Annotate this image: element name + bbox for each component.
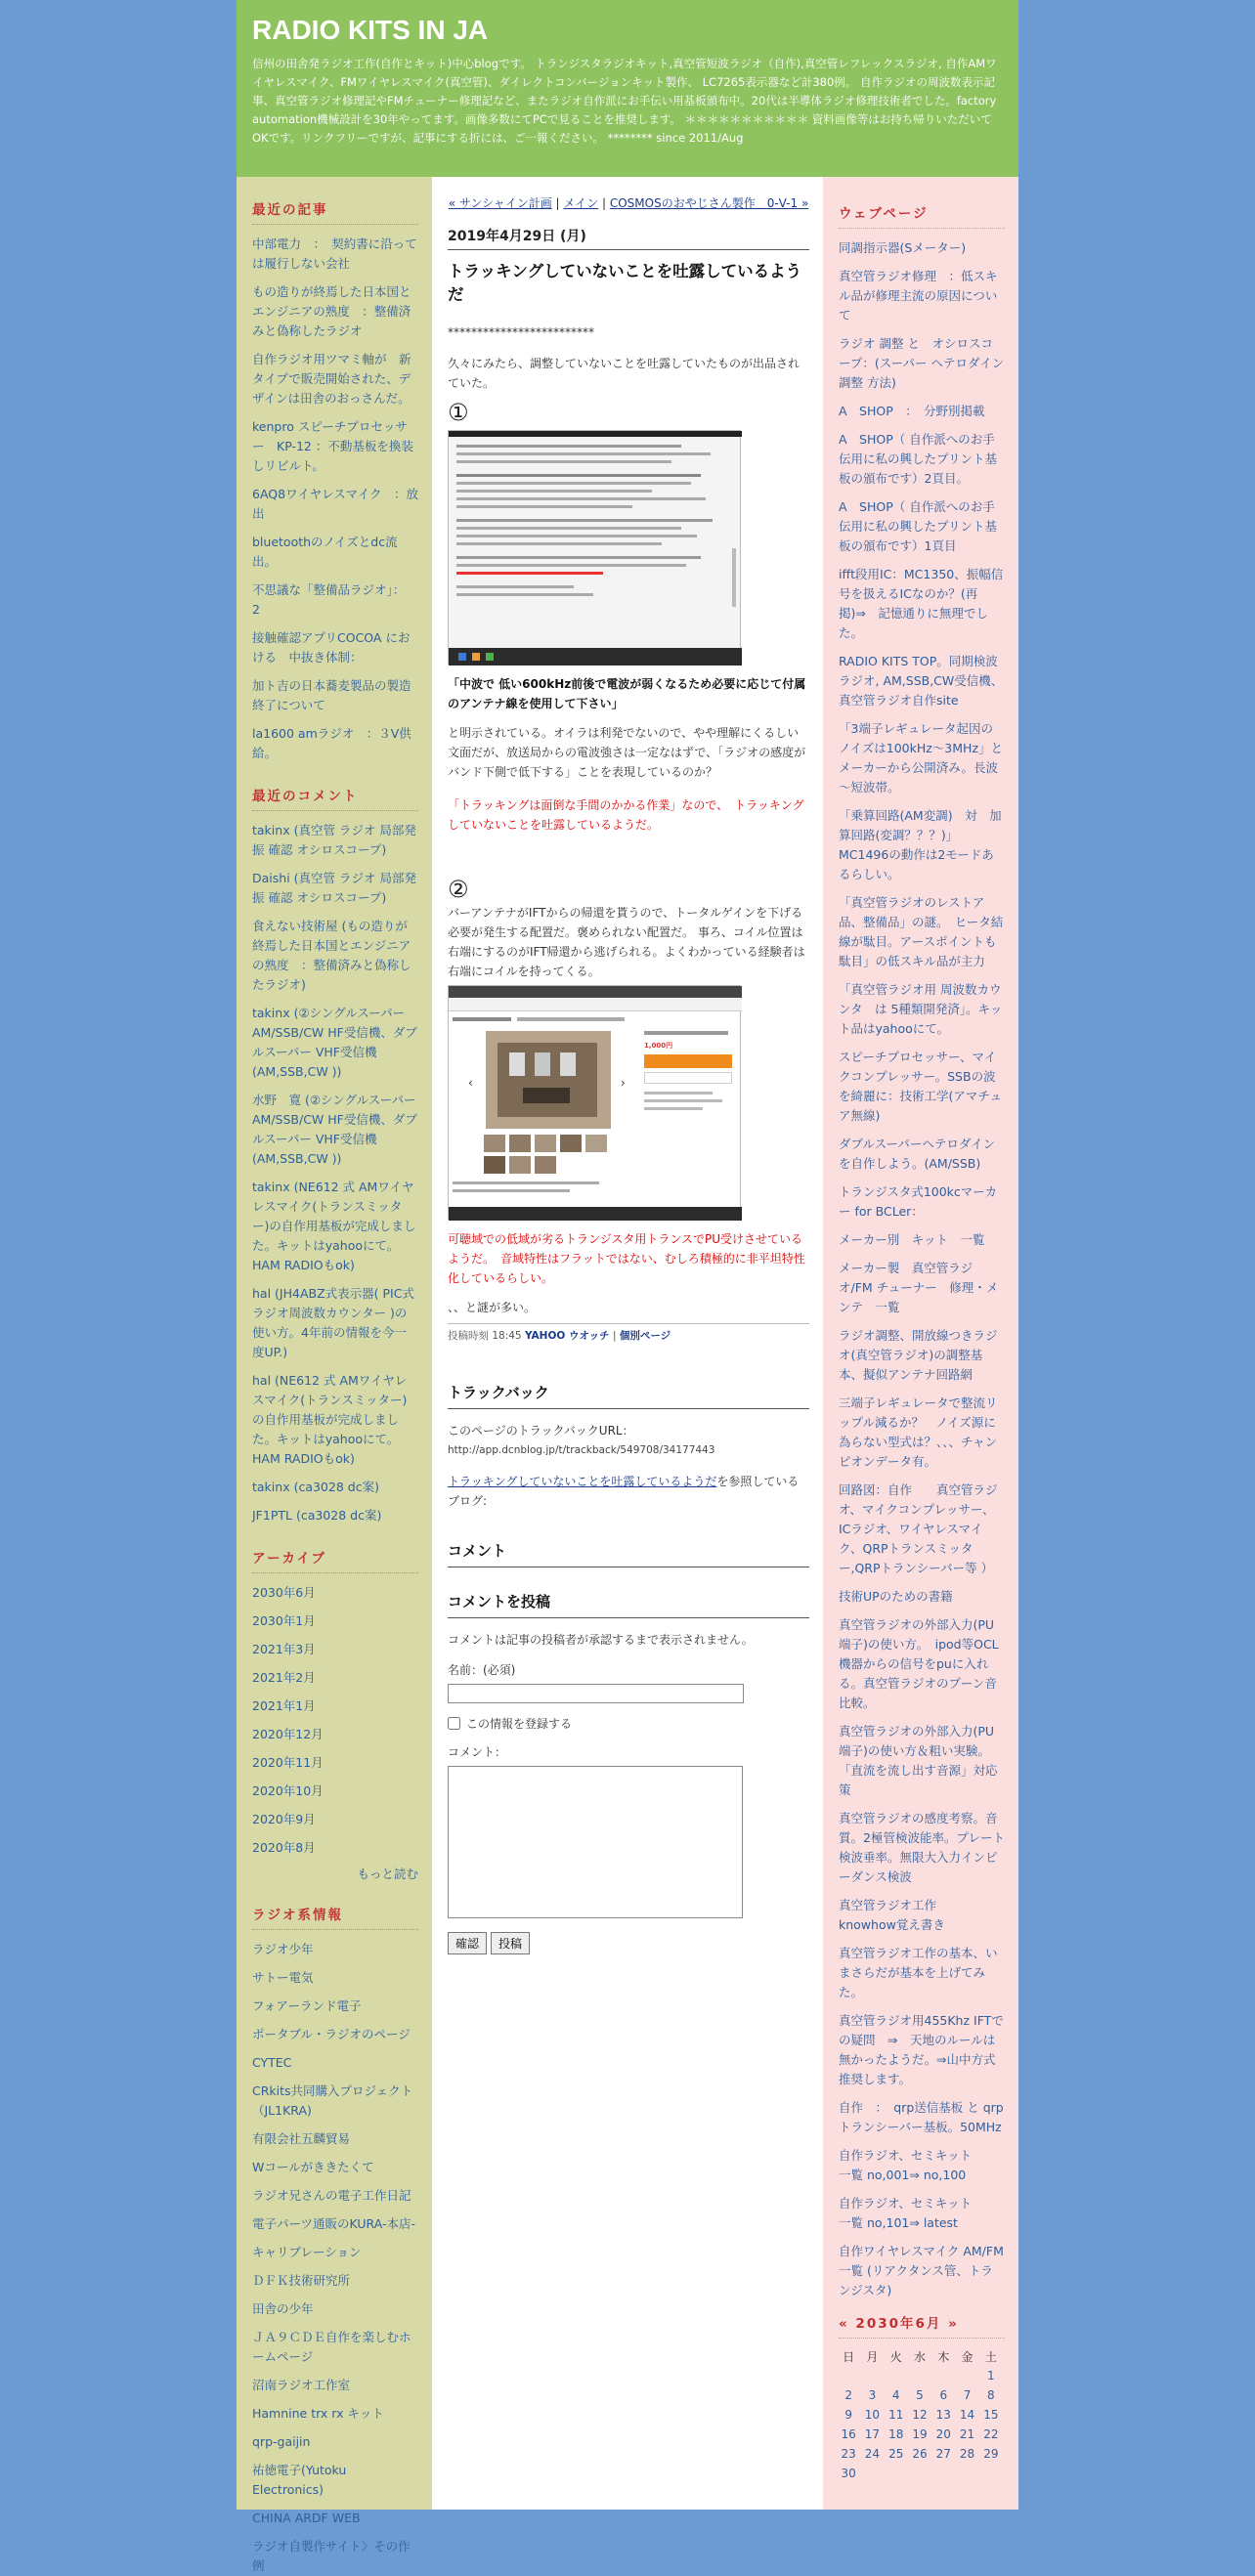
web-page-link[interactable]: 「真空管ラジオのレストア品、整備品」の謎。 ヒータ結線が駄目。アースポイントも駄目」の低スキル品が主力	[839, 895, 1004, 968]
web-page-link[interactable]: 「3端子レギュレータ起因のノイズは100kHz～3MHz」とメーカーから公開済み。長波～短波帯。	[839, 721, 1004, 794]
calendar-day[interactable]: 3	[868, 2388, 877, 2402]
calendar-day[interactable]: 29	[983, 2447, 999, 2461]
radio-info-link[interactable]: qrp-gaijin	[252, 2434, 311, 2449]
site-title-link[interactable]: RADIO KITS IN JA	[252, 15, 489, 45]
trackback-label: このページのトラックバックURL：	[448, 1424, 634, 1438]
web-page-link[interactable]: 真空管ラジオの感度考察。音質。2極管検波能率。プレート検波垂率。無限大入力インピーダンス検波	[839, 1811, 1005, 1884]
radio-info-link[interactable]: 沼南ラジオ工作室	[252, 2378, 351, 2392]
radio-info-link[interactable]: ＤＦＫ技術研究所	[252, 2273, 351, 2288]
calendar-week	[837, 2444, 1003, 2464]
right-sidebar	[823, 177, 1021, 2510]
calendar-day	[860, 2464, 884, 2483]
post-time: 投稿時刻 18:45	[448, 1330, 525, 1342]
calendar-week	[837, 2385, 1003, 2405]
left-sidebar	[237, 177, 432, 2573]
name-label: 名前：(必須)	[448, 1663, 516, 1677]
weekday-label: 日	[843, 2349, 855, 2364]
section-number-1: ①	[448, 399, 469, 426]
web-page-link[interactable]: 真空管ラジオ修理 ：低スキル品が修理主流の原因について	[839, 269, 998, 322]
archive-link[interactable]: 2020年12月	[252, 1727, 324, 1741]
archive-link[interactable]: 2020年9月	[252, 1812, 316, 1826]
web-page-link[interactable]: RADIO KITS TOP。同期検波ラジオ, AM,SSB,CW受信機、真空管ラジオ自作site	[839, 654, 1004, 708]
radio-info-link[interactable]: 電子パーツ通販のKURA-本店-	[252, 2216, 415, 2231]
web-page-link[interactable]: 自作 ： qrp送信基板 と qrp トランシーバー基板。50MHz	[839, 2100, 1004, 2134]
recent-post-link[interactable]: もの造りが終焉した日本国とエンジニアの熟度 ：整備済みと偽称したラジオ	[252, 284, 411, 338]
next-post-link[interactable]: COSMOSのおやじさん製作 0-V-1 »	[609, 196, 809, 210]
trackback-reference	[448, 1472, 809, 1511]
web-page-link[interactable]: 真空管ラジオ工作の基本、いまさらだが基本を上げてみた。	[839, 1946, 998, 1999]
recent-post-link[interactable]: bluetoothのノイズとdc流出。	[252, 535, 398, 569]
post-date: 2019年4月29日 (月)	[448, 226, 809, 250]
web-page-link[interactable]: ラジオ 調整 と オシロスコープ：(スーパー ヘテロダイン 調整 方法)	[839, 336, 1005, 390]
calendar-title[interactable]: « 2030年6月 »	[839, 2312, 1005, 2339]
calendar-day	[908, 2464, 931, 2483]
nav-separator: |	[551, 196, 564, 210]
footer-separator: |	[609, 1330, 620, 1342]
calendar-day	[860, 2366, 884, 2385]
web-page-link[interactable]: スピーチプロセッサー、マイクコンプレッサー。SSBの波を綺麗に：技術工学(アマチュア無線)	[839, 1050, 1003, 1123]
radio-info-link[interactable]: CHINA ARDF WEB	[252, 2511, 361, 2525]
calendar-day[interactable]: 25	[888, 2447, 904, 2461]
web-page-link[interactable]: 「真空管ラジオ用 周波数カウンタ は 5種類開発済」。キット品はyahooにて。	[839, 982, 1003, 1036]
radio-info-link[interactable]: 祐徳電子(Yutoku Electronics)	[252, 2463, 347, 2497]
listing-screenshot-1[interactable]	[448, 430, 741, 665]
archive-heading: アーカイブ	[252, 1547, 418, 1573]
trackback-reference-text: を参照しているブログ:	[448, 1475, 800, 1508]
approval-note: コメントは記事の投稿者が承認するまで表示されません。	[448, 1633, 754, 1647]
calendar-day[interactable]: 24	[864, 2447, 881, 2461]
archive-link[interactable]: 2021年2月	[252, 1670, 316, 1685]
post-navigation	[448, 194, 809, 212]
recent-comment-link[interactable]: takinx (②シングルスーパー AM/SSB/CW HF受信機、ダブルスーパー VHF受信機(AM,SSB,CW )​)	[252, 1006, 417, 1079]
recent-post-link[interactable]: 不思議な「整備品ラジオ」： 2	[252, 582, 411, 617]
comment-label: コメント：	[448, 1745, 507, 1759]
post-comment-heading: コメントを投稿	[448, 1591, 809, 1618]
weekday-label: 水	[913, 2349, 926, 2364]
calendar-day[interactable]: 6	[939, 2388, 948, 2402]
calendar-day[interactable]: 19	[912, 2427, 928, 2441]
trackback-url: http://app.dcnblog.jp/t/trackback/549708/34177443	[448, 1444, 715, 1456]
calendar-day[interactable]: 13	[935, 2408, 951, 2422]
archive-link[interactable]: 2020年10月	[252, 1783, 324, 1798]
calendar-day[interactable]: 14	[959, 2408, 975, 2422]
recent-comment-link[interactable]: hal (JH4ABZ式表示器( PIC式ラジオ周波数カウンター )の使い方。4年前の情報を今一度UP.)	[252, 1286, 414, 1359]
archive-link[interactable]: 2021年1月	[252, 1698, 316, 1713]
calendar-day[interactable]: 2	[844, 2388, 852, 2402]
recent-comment-link[interactable]: takinx (真空管 ラジオ 局部発振 確認 オシロスコープ)	[252, 823, 416, 857]
section-number-2: ②	[448, 876, 469, 903]
radio-info-link[interactable]: ＪＡ９ＣＤＥ自作を楽しむホームページ	[252, 2330, 411, 2364]
web-page-link[interactable]: ラジオ調整、開放線つきラジオ(真空管ラジオ)の調整基本、擬似アンテナ回路網	[839, 1328, 998, 1382]
calendar-day[interactable]: 16	[841, 2427, 856, 2441]
calendar-day[interactable]: 28	[959, 2447, 975, 2461]
post-paragraph: と明示されている。オイラは利発でないので、やや理解にくるしい文面だが、放送局からの電波強さは一定なはずで、「ラジオの感度がバンド下側で低下する」ことを表現しているのか？	[448, 726, 806, 779]
calendar	[837, 2312, 1005, 2483]
recent-post-link[interactable]: 6AQ8ワイヤレスマイク ：放出	[252, 487, 418, 521]
web-page-link[interactable]: 技術UPのための書籍	[839, 1589, 953, 1604]
radio-info-link[interactable]: フォアーランド電子	[252, 1998, 362, 2013]
name-field[interactable]	[448, 1684, 744, 1703]
recent-comment-link[interactable]: JF1PTL (ca3028 dc案)	[252, 1508, 382, 1523]
post-paragraph: バーアンテナがIFTからの帰還を貰うので、トータルゲインを下げる必要が発生する配置だ。褒められない配置だ。 事ろ、コイル位置は右端にするのがIFT帰還から逃げられる。よくわかっている経験者は右端にコイルを持ってくる。	[448, 906, 805, 978]
weekday-label: 木	[937, 2349, 950, 2364]
post-paragraph: 久々にみたら、調整していないことを吐露していたものが出品されていた。	[448, 357, 801, 390]
archive-link[interactable]: 2020年11月	[252, 1755, 324, 1770]
main-content	[432, 177, 823, 2510]
calendar-day[interactable]: 12	[912, 2408, 928, 2422]
radio-info-link[interactable]: CYTEC	[252, 2055, 292, 2070]
recent-posts-heading: 最近の記事	[252, 198, 418, 225]
post-button[interactable]: 投稿	[491, 1932, 530, 1954]
remember-label: この情報を登録する	[466, 1717, 573, 1731]
calendar-week	[837, 2405, 1003, 2425]
prev-image-icon[interactable]: ‹	[468, 1076, 473, 1090]
recent-post-link[interactable]: la1600 amラジオ ：３V供給。	[252, 726, 411, 760]
recent-comment-link[interactable]: Daishi (真空管 ラジオ 局部発振 確認 オシロスコープ)	[252, 871, 416, 905]
calendar-day[interactable]: 21	[959, 2427, 975, 2441]
weekday-label: 火	[889, 2349, 902, 2364]
prev-post-link[interactable]: « サンシャイン計画	[448, 196, 552, 210]
web-page-link[interactable]: ifft段用IC：MC1350、振幅信号を扱えるICなのか？(再掲)⇒ 記憶通りに無理でした。	[839, 567, 1004, 640]
radio-info-link[interactable]: キャリブレーション	[252, 2245, 362, 2259]
calendar-day[interactable]: 22	[983, 2427, 999, 2441]
radio-info-link[interactable]: 有限会社五麟貿易	[252, 2131, 351, 2146]
post-footer	[448, 1323, 809, 1343]
recent-comment-link[interactable]: 水野 寛 (②シングルスーパー AM/SSB/CW HF受信機、ダブルスーパー VHF受信機(AM,SSB,CW )​)	[252, 1093, 417, 1166]
trackback-post-link[interactable]: トラッキングしていないことを吐露しているようだ	[448, 1475, 717, 1488]
calendar-week	[837, 2366, 1003, 2385]
site-description: 信州の田舎発ラジオ工作(自作とキット)中心blogです。 トランジスタラジオキット,真空管短波ラジオ（自作),真空管レフレックスラジオ, 自作AMワイヤレスマイク、FMワイヤレスマイク(真空管)、ダイレクトコンバージョンキット製作、 LC7265表示器など計380例。 自作ラジオの周波数表示記事、真空管ラジオ修理記やFMチューナー修理記など、またラジオ自作派にお手伝い用基板頒布中。20代は半導体ラジオ修理技術者でした。factory automation機械設計を30年やってます。画像多数にてPCで見ることを推奨します。 ＊＊＊＊＊＊＊＊＊＊＊ 資料画像等はお持ち帰りいただいてOKです。リンクフリーですが、記事にする折には、ご一報ください。 ******** since 2011/Aug	[252, 57, 997, 145]
archive-link[interactable]: 2030年6月	[252, 1585, 316, 1600]
web-pages-heading: ウェブページ	[839, 202, 1005, 229]
quoted-listing-text: 「中波で 低い600kHz前後で電波が弱くなるため必要に応じて付属のアンテナ線を使用して下さい」	[448, 677, 806, 710]
page	[237, 0, 1021, 2573]
calendar-day[interactable]: 30	[841, 2467, 856, 2480]
web-page-link[interactable]: 自作ワイヤレスマイク AM/FM 一覧 (リアクタンス管、トランジスタ)	[839, 2244, 1004, 2297]
radio-info-heading: ラジオ系情報	[252, 1904, 418, 1930]
calendar-day	[885, 2366, 908, 2385]
calendar-day[interactable]: 17	[864, 2427, 881, 2441]
web-page-link[interactable]: 「乗算回路(AM変調) 対 加算回路(変調？？？)」 MC1496の動作は2モードあるらしい。	[839, 808, 1002, 881]
calendar-day	[837, 2366, 860, 2385]
calendar-day[interactable]: 5	[916, 2388, 924, 2402]
radio-info-link[interactable]: ラジオ自製作サイト〉その作例	[252, 2539, 411, 2573]
archive-link[interactable]: 2020年8月	[252, 1840, 316, 1855]
highlighted-paragraph: 「トラッキングは面倒な手間のかかる作業」なので、 トラッキングしていないことを吐露しているようだ。	[448, 798, 804, 832]
post-separator-stars: *************************	[448, 325, 594, 339]
web-page-link[interactable]: 真空管ラジオ用455Khz IFTでの疑問 ⇒ 天地のルールは無かったようだ。⇒山中方式推奨します。	[839, 2013, 1004, 2086]
calendar-day[interactable]: 10	[864, 2408, 881, 2422]
radio-info-link[interactable]: ラジオ兄さんの電子工作日記	[252, 2188, 411, 2203]
post-paragraph: 、、と謎が多い。	[448, 1301, 537, 1314]
web-page-link[interactable]: 真空管ラジオの外部入力(PU端子)の使い方＆粗い実験。「直流を流し出す音源」対応策	[839, 1724, 998, 1797]
highlighted-paragraph: 可聴域での低域が劣るトランジスタ用トランスでPU受けさせているようだ。 音域特性はフラットではない、むしろ積極的に非平坦特性化しているらしい。	[448, 1232, 805, 1285]
post-title: トラッキングしていないことを吐露しているようだ	[448, 262, 802, 304]
calendar-day[interactable]: 27	[935, 2447, 951, 2461]
recent-post-link[interactable]: 自作ラジオ用ツマミ軸が 新タイプで販売開始された、デザインは田舎のおっさんだ。	[252, 352, 411, 406]
calendar-table	[837, 2346, 1003, 2483]
radio-info-link[interactable]: CRkits共同購入プロジェクト（JL1KRA)	[252, 2083, 413, 2118]
web-page-link[interactable]: 三端子レギュレータで整流リップル減るか？ ノイズ源に為らない型式は？、、、チャンピオンデータ有。	[839, 1395, 998, 1469]
web-page-link[interactable]: 真空管ラジオの外部入力(PU端子)の使い方。 ipod等OCL機器からの信号をpuに入れる。真空管ラジオのプーン音比較。	[839, 1617, 999, 1710]
main-page-link[interactable]: メイン	[563, 196, 599, 210]
calendar-day	[908, 2366, 931, 2385]
recent-comment-link[interactable]: hal (NE612 式 AMワイヤレスマイク(トランスミッター)の自作用基板が完成しました。キットはyahooにて。 HAM RADIOもok)	[252, 1373, 408, 1466]
archive-more-link[interactable]: もっと読む	[357, 1867, 418, 1881]
recent-comment-link[interactable]: 食えない技術屋 (もの造りが終焉した日本国とエンジニアの熟度 ：整備済みと偽称したラジオ)	[252, 919, 411, 992]
recent-comments-list	[252, 821, 418, 1525]
calendar-day	[931, 2366, 955, 2385]
comment-textarea[interactable]	[448, 1766, 743, 1918]
calendar-week	[837, 2464, 1003, 2483]
calendar-day	[931, 2464, 955, 2483]
web-page-link[interactable]: ダブルスーパーヘテロダインを自作しよう。(AM/SSB)	[839, 1137, 996, 1171]
calendar-day[interactable]: 1	[987, 2369, 995, 2383]
calendar-day	[955, 2366, 978, 2385]
weekday-label: 金	[961, 2349, 974, 2364]
radio-info-link[interactable]: サトー電気	[252, 1970, 314, 1985]
site-header	[237, 0, 1018, 177]
calendar-day[interactable]: 9	[844, 2408, 852, 2422]
web-page-link[interactable]: A SHOP ： 分野別掲載	[839, 404, 985, 418]
archive-link[interactable]: 2021年3月	[252, 1642, 316, 1656]
recent-post-link[interactable]: kenpro スピーチプロセッサー KP-12 ：不動基板を換装しリビルト。	[252, 419, 413, 473]
web-pages-list	[839, 238, 1021, 2300]
recent-comment-link[interactable]: takinx (ca3028 dc案)	[252, 1480, 379, 1494]
web-page-link[interactable]: A SHOP（ 自作派へのお手伝用に私の興したプリント基板の頒布です）2頁目。	[839, 432, 998, 486]
remember-row	[448, 1715, 809, 1732]
weekday-label: 月	[866, 2349, 879, 2364]
calendar-day[interactable]: 26	[912, 2447, 928, 2461]
permalink[interactable]: 個別ページ	[619, 1330, 671, 1342]
web-page-link[interactable]: 自作ラジオ、セミキット 一覧 no,101⇒ latest	[839, 2196, 1021, 2230]
radio-info-link[interactable]: 田舎の少年	[252, 2301, 314, 2316]
calendar-day[interactable]: 4	[891, 2388, 900, 2402]
calendar-day[interactable]: 20	[935, 2427, 951, 2441]
category-link[interactable]: YAHOO ウオッチ	[524, 1330, 610, 1342]
recent-comment-link[interactable]: takinx (NE612 式 AMワイヤレスマイク(トランスミッター)の自作用基板が完成しました。キットはyahooにて。 HAM RADIOもok)	[252, 1180, 416, 1272]
calendar-week	[837, 2425, 1003, 2444]
calendar-day	[979, 2464, 1003, 2483]
web-page-link[interactable]: 真空管ラジオ工作 knowhow覚え書き	[839, 1898, 949, 1932]
calendar-day[interactable]: 8	[987, 2388, 995, 2402]
calendar-day[interactable]: 15	[983, 2408, 999, 2422]
recent-comments-heading: 最近のコメント	[252, 785, 418, 811]
listing-screenshot-2[interactable]	[448, 985, 741, 1220]
web-page-link[interactable]: メーカー別 キット 一覧	[839, 1232, 985, 1247]
recent-posts-list	[252, 235, 418, 763]
nav-separator: |	[598, 196, 610, 210]
archive-link[interactable]: 2030年1月	[252, 1613, 316, 1628]
archive-list	[252, 1583, 418, 1858]
calendar-day[interactable]: 11	[888, 2408, 904, 2422]
next-image-icon[interactable]: ›	[621, 1076, 626, 1090]
form-buttons	[448, 1932, 809, 1954]
web-page-link[interactable]: 自作ラジオ、セミキット 一覧 no,001⇒ no,100	[839, 2148, 1021, 2182]
web-page-link[interactable]: 回路図：自作 真空管ラジオ、マイクコンプレッサー、ICラジオ、ワイヤレスマイク、QRPトランスミッター,QRPトランシーバー等 ）	[839, 1482, 998, 1575]
radio-links-list	[252, 1940, 418, 2576]
trackback-heading: トラックバック	[448, 1382, 809, 1409]
web-page-link[interactable]: 同調指示器(Sメーター)	[839, 240, 967, 255]
radio-info-link[interactable]: Hamnine trx rx キット	[252, 2406, 384, 2421]
web-page-link[interactable]: A SHOP（ 自作派へのお手伝用に私の興したプリント基板の頒布です）1頁目	[839, 499, 998, 553]
radio-info-link[interactable]: ラジオ少年	[252, 1942, 314, 1956]
recent-post-link[interactable]: 接触確認アプリCOCOA における 中抜き体制：	[252, 630, 411, 665]
comments-heading: コメント	[448, 1540, 809, 1567]
calendar-day	[955, 2464, 978, 2483]
web-page-link[interactable]: メーカー製 真空管ラジオ/FM チューナー 修理・メンテ 一覧	[839, 1261, 999, 1314]
confirm-button[interactable]: 確認	[448, 1932, 487, 1954]
radio-info-link[interactable]: ポータブル・ラジオのページ	[252, 2027, 411, 2041]
radio-info-link[interactable]: Wコールがききたくて	[252, 2160, 374, 2174]
auction-price: 1,000円	[644, 1042, 673, 1050]
remember-checkbox[interactable]	[448, 1717, 460, 1730]
calendar-day[interactable]: 23	[841, 2447, 856, 2461]
calendar-day[interactable]: 18	[888, 2427, 904, 2441]
calendar-day[interactable]: 7	[963, 2388, 972, 2402]
recent-post-link[interactable]: 中部電力 ： 契約書に沿っては履行しない会社	[252, 236, 417, 271]
web-page-link[interactable]: トランジスタ式100kcマーカー for BCLer：	[839, 1184, 998, 1219]
recent-post-link[interactable]: 加ト吉の日本蕎麦製品の製造終了について	[252, 678, 411, 712]
weekday-label: 土	[984, 2349, 997, 2364]
calendar-day	[885, 2464, 908, 2483]
